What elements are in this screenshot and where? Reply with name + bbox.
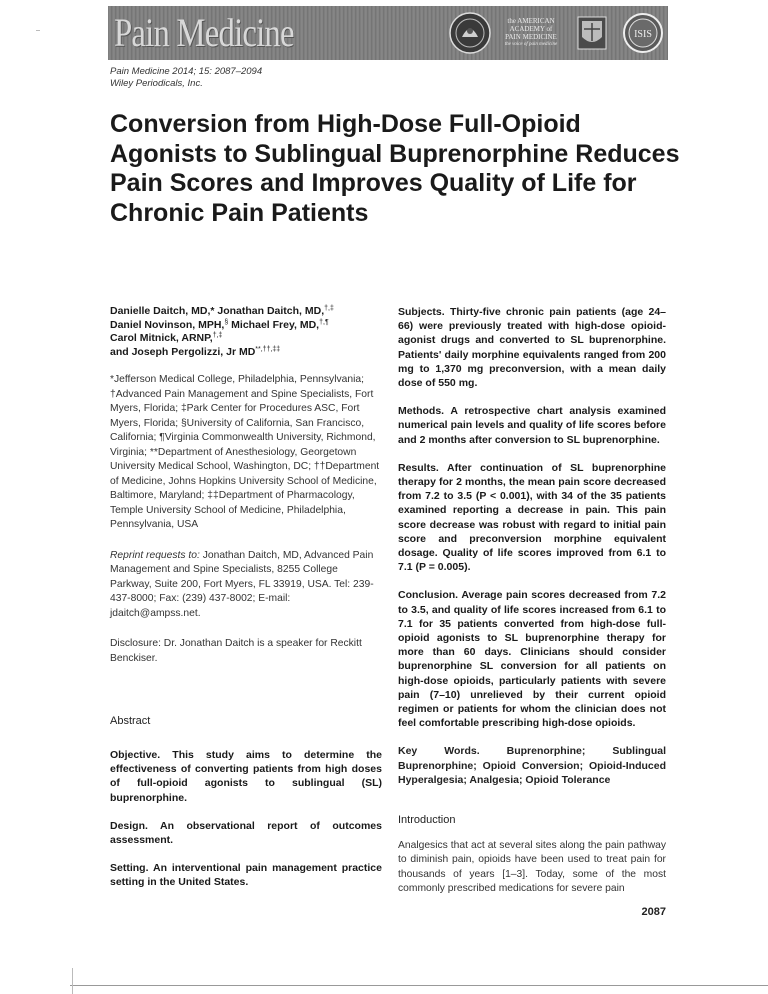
aapm-logo-text: the AMERICAN ACADEMY of PAIN MEDICINE the voice of pain medicine xyxy=(504,17,558,47)
academy-seal-icon xyxy=(448,11,492,55)
abstract-design: Design. An observational report of outcomes assessment. xyxy=(110,819,382,847)
scan-mark xyxy=(36,30,40,31)
introduction-text: Analgesics that act at several sites along the pain pathway to diminish pain, opioids have been used to treat pain for thousands of years [1–3]. Today, some of the most commonly prescribed medications for severe pain xyxy=(398,840,666,894)
left-column xyxy=(110,305,382,890)
banner-logos xyxy=(448,10,664,56)
citation-line: Pain Medicine 2014; 15: 2087–2094 xyxy=(110,66,263,77)
author-list: Danielle Daitch, MD,* Jonathan Daitch, MD,†,‡ Daniel Novinson, MPH,§ Michael Frey, MD,†,¶ Carol Mitnick, ARNP,†,‡ and Joseph Pergolizzi, Jr MD**,††,‡‡ xyxy=(110,305,334,358)
abstract-objective: Objective. This study aims to determine the effectiveness of converting patients from high doses of full-opioid agonists to sublingual (SL) buprenorphine. xyxy=(110,749,382,804)
disclosure: Disclosure: Dr. Jonathan Daitch is a speaker for Reckitt Benckiser. xyxy=(110,638,362,664)
page-number: 2087 xyxy=(641,906,666,918)
publisher-line: Wiley Periodicals, Inc. xyxy=(110,78,203,89)
affiliations: *Jefferson Medical College, Philadelphia, Pennsylvania; †Advanced Pain Management and Spine Specialists, Fort Myers, Florida; ‡Park Center for Procedures ASC, Fort Myers, Florida; §University of California, San Francisco, California; ¶Virginia Commonwealth University, Richmond, Virginia; **Department of Anesthesiology, Georgetown University Medical School, Washington, DC; ††Department of Medicine, Johns Hopkins University School of Medicine, Baltimore, Maryland; ‡‡Department of Pharmacology, Temple University School of Medicine, Philadelphia, Pennsylvania, USA xyxy=(110,374,380,530)
abstract-methods: Methods. A retrospective chart analysis examined numerical pain levels and quality of life scores before and 2 months after conversion to SL buprenorphine. xyxy=(398,405,666,446)
reprint-requests: Reprint requests to: Jonathan Daitch, MD, Advanced Pain Management and Spine Specialists, 8255 College Parkway, Suite 200, Fort Myers, FL 33919, USA. Tel: 239-437-8000; Fax: (239) 437-8002; E-mail: jdaitch@ampss.net. xyxy=(110,549,374,619)
journal-citation xyxy=(110,66,262,90)
abstract-setting: Setting. An interventional pain management practice setting in the United States. xyxy=(110,862,382,889)
journal-name: Pain Medicine xyxy=(114,10,294,55)
journal-banner xyxy=(108,6,668,60)
abstract-subjects: Subjects. Thirty-five chronic pain patients (age 24–66) were previously treated with high-dose opioid-agonist drugs and converted to SL buprenorphine. Patients' daily morphine equivalents ranged from 200 mg to 1,370 mg preconversion, with a mean daily dose of 550 mg. xyxy=(398,306,666,390)
abstract-results: Results. After continuation of SL buprenorphine therapy for 2 months, the mean pain score decreased from 7.2 to 3.5 (P < 0.001), with 34 of the 35 patients examined reporting a decrease in pain. This pain score decrease was robust with regard to initial pain score and preconversion morphine equivalent dosage. Quality of life scores improved from 6.1 to 7.1 (P = 0.005). xyxy=(398,461,666,574)
abstract-conclusion: Conclusion. Average pain scores decreased from 7.2 to 3.5, and quality of life scores increased from 6.1 to 7.1 for 35 patients converted from high-dose full-opioid agonists to SL buprenorphine therapy for more than 60 days. Clinicians should consider buprenorphine SL conversion for all patients on high-dose opioids, particularly patients with severe pain (7–10) unrelieved by their current opioid regimen or patients for whom the clinician does not feel comfortable prescribing high-dose opioids. xyxy=(398,589,666,730)
crest-icon xyxy=(570,11,614,55)
introduction-heading: Introduction xyxy=(398,814,456,827)
scan-edge-mark xyxy=(72,968,73,994)
right-column xyxy=(398,305,666,896)
isis-logo-icon xyxy=(622,12,664,54)
scan-edge-line xyxy=(70,985,768,986)
svg-text:ISIS: ISIS xyxy=(634,29,652,40)
key-words: Key Words. Buprenorphine; Sublingual Buprenorphine; Opioid Conversion; Opioid-Induced Hyperalgesia; Analgesia; Opioid Tolerance xyxy=(398,745,666,786)
article-title: Conversion from High-Dose Full-Opioid Agonists to Sublingual Buprenorphine Reduces Pain Scores and Improves Quality of Life for Chronic Pain Patients xyxy=(110,110,680,227)
abstract-heading: Abstract xyxy=(110,715,151,727)
